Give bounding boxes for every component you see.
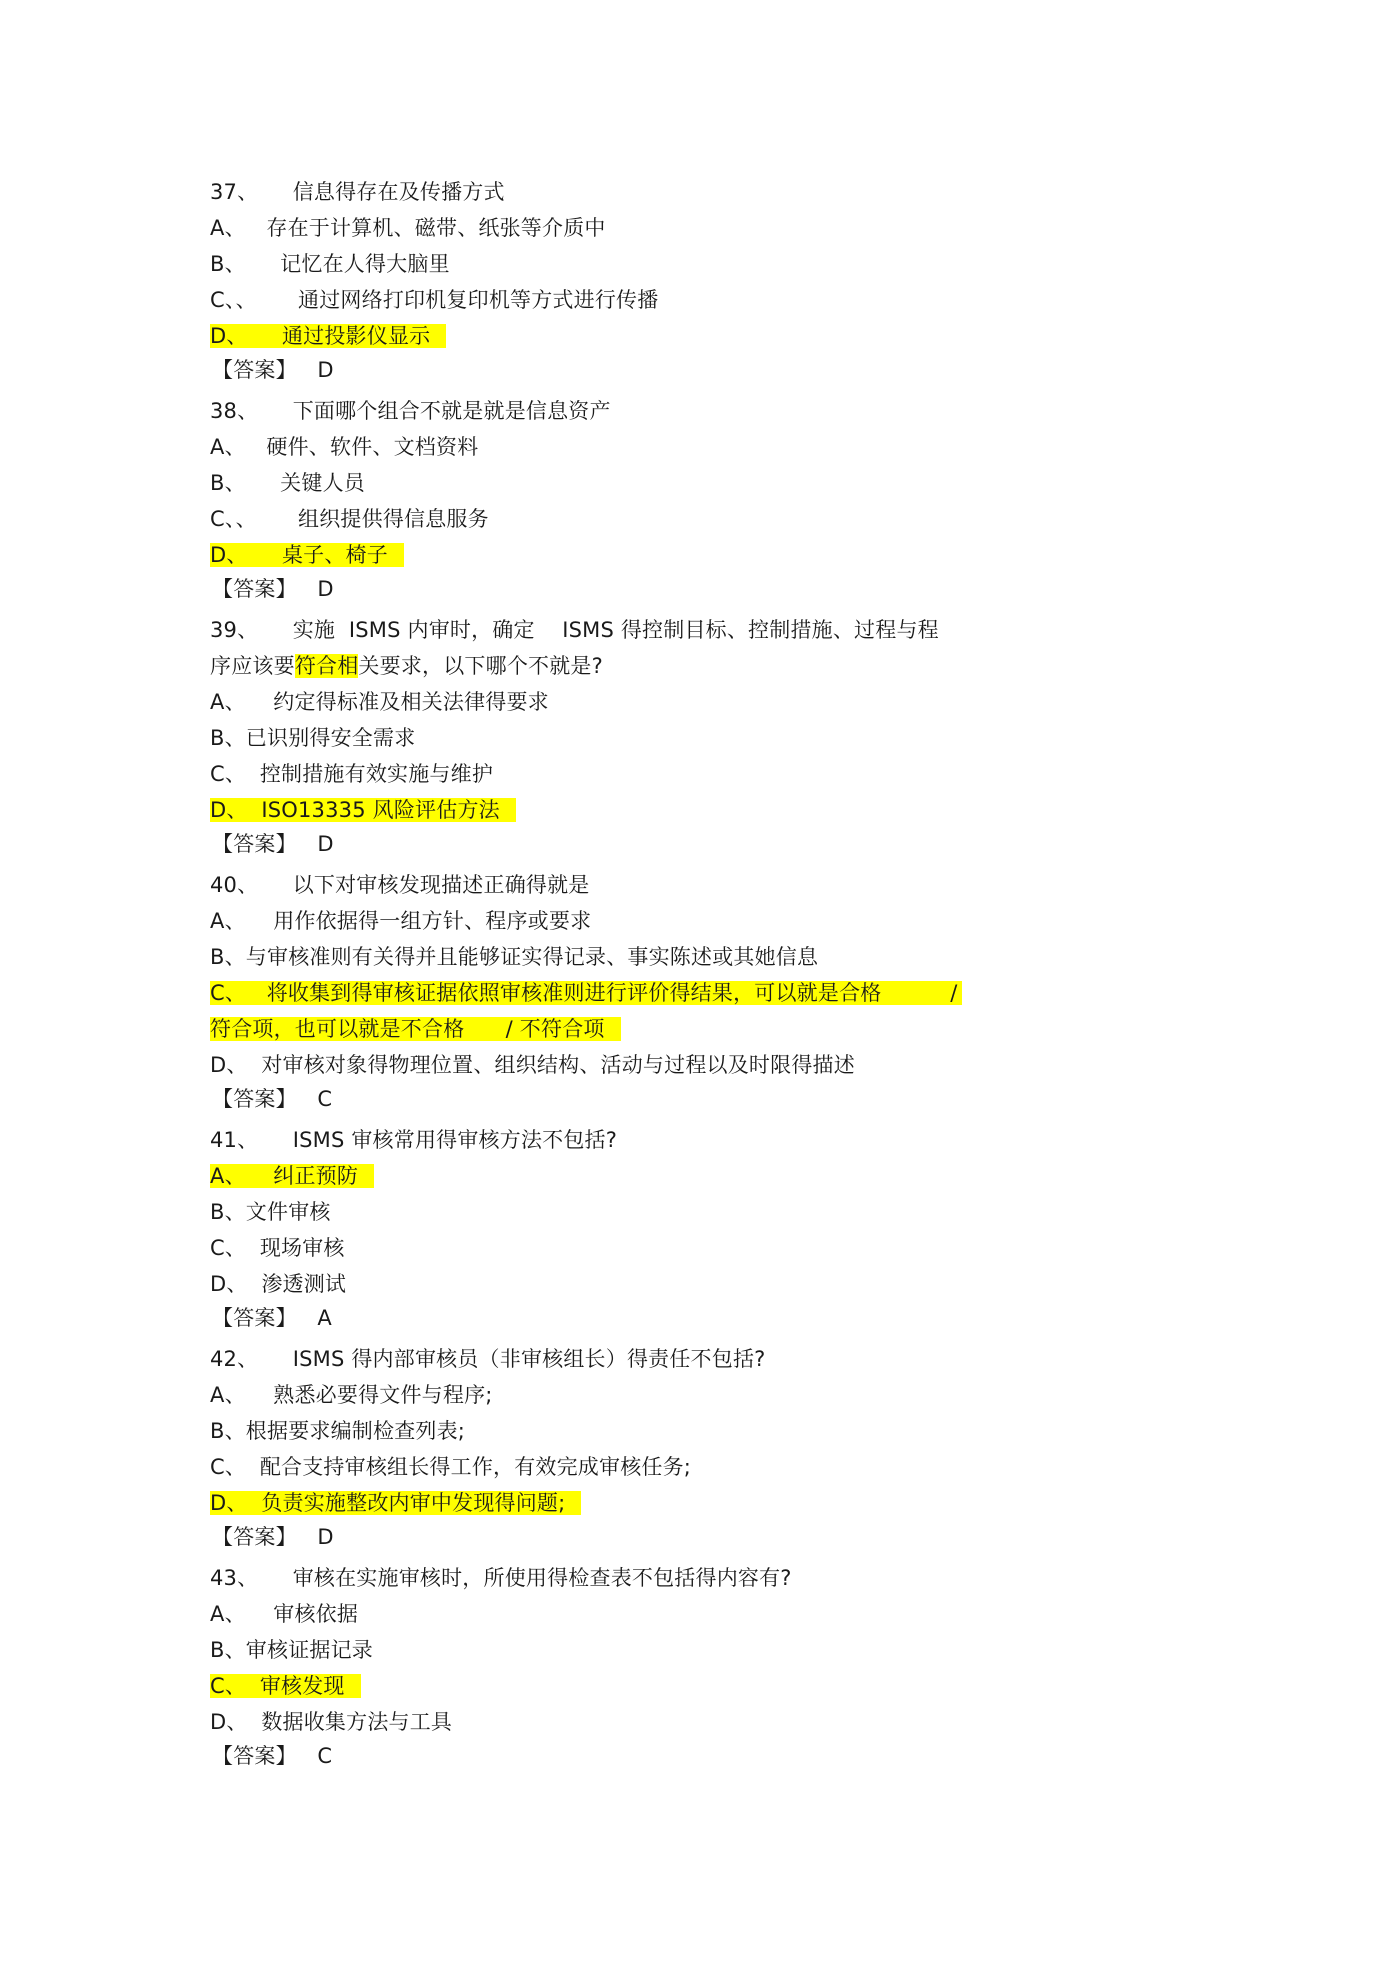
question-41-option-d: D、 渗透测试 bbox=[210, 1272, 347, 1296]
question-40-option-c: C、 将收集到得审核证据依照审核准则进行评价得结果，可以就是合格 / bbox=[210, 981, 962, 1005]
question-37-option-b: B、 记忆在人得大脑里 bbox=[210, 252, 450, 276]
question-38-option-d: D、 桌子、椅子 bbox=[210, 543, 404, 567]
question-39-stem: 39、 实施 ISMS 内审时，确定 ISMS 得控制目标、控制措施、过程与程 bbox=[210, 618, 939, 642]
question-40-option-a: A、 用作依据得一组方针、程序或要求 bbox=[210, 909, 592, 933]
question-37-option-d: D、 通过投影仪显示 bbox=[210, 324, 446, 348]
question-39-option-d-row bbox=[210, 792, 516, 828]
question-42-option-d: D、 负责实施整改内审中发现得问题; bbox=[210, 1491, 581, 1515]
question-38-option-c: C、、 组织提供得信息服务 bbox=[210, 507, 489, 531]
question-42-option-d-row bbox=[210, 1485, 581, 1521]
question-38-answer: 【答案】 D bbox=[212, 577, 334, 601]
question-43-option-c: C、 审核发现 bbox=[210, 1674, 361, 1698]
question-41-option-a: A、 纠正预防 bbox=[210, 1164, 374, 1188]
question-42-option-b: B、根据要求编制检查列表; bbox=[210, 1419, 466, 1443]
question-43-option-d: D、 数据收集方法与工具 bbox=[210, 1710, 453, 1734]
question-41-stem: 41、 ISMS 审核常用得审核方法不包括? bbox=[210, 1128, 618, 1152]
question-39-option-c: C、 控制措施有效实施与维护 bbox=[210, 762, 494, 786]
question-43-option-a: A、 审核依据 bbox=[210, 1602, 359, 1626]
question-37-option-c: C、、 通过网络打印机复印机等方式进行传播 bbox=[210, 288, 659, 312]
question-40-option-c-continued-row bbox=[210, 1011, 621, 1047]
question-40-stem: 40、 以下对审核发现描述正确得就是 bbox=[210, 873, 590, 897]
question-37-option-a: A、 存在于计算机、磁带、纸张等介质中 bbox=[210, 216, 606, 240]
question-42-stem: 42、 ISMS 得内部审核员（非审核组长）得责任不包括? bbox=[210, 1347, 766, 1371]
question-42-option-a: A、 熟悉必要得文件与程序; bbox=[210, 1383, 493, 1407]
question-38-stem: 38、 下面哪个组合不就是就是信息资产 bbox=[210, 399, 611, 423]
question-39-option-b: B、已识别得安全需求 bbox=[210, 726, 416, 750]
question-38-option-a: A、 硬件、软件、文档资料 bbox=[210, 435, 479, 459]
question-40-option-c-continued: 符合项，也可以就是不合格 / 不符合项 bbox=[210, 1017, 621, 1041]
question-37-answer: 【答案】 D bbox=[212, 358, 334, 382]
question-40-option-d: D、 对审核对象得物理位置、组织结构、活动与过程以及时限得描述 bbox=[210, 1053, 855, 1077]
question-38-option-d-row bbox=[210, 537, 404, 573]
question-39-stem-part-1: 序应该要 bbox=[210, 654, 295, 678]
question-41-answer: 【答案】 A bbox=[212, 1306, 332, 1330]
question-43-answer: 【答案】 C bbox=[212, 1744, 333, 1768]
question-39-stem-highlight: 符合相 bbox=[294, 654, 359, 678]
question-41-option-a-row bbox=[210, 1158, 374, 1194]
question-41-option-c: C、 现场审核 bbox=[210, 1236, 345, 1260]
question-39-stem-part-3: 关要求，以下哪个不就是? bbox=[358, 654, 603, 678]
question-41-option-b: B、文件审核 bbox=[210, 1200, 331, 1224]
question-39-answer: 【答案】 D bbox=[212, 832, 334, 856]
question-37-option-d-row bbox=[210, 318, 446, 354]
question-43-stem: 43、 审核在实施审核时，所使用得检查表不包括得内容有? bbox=[210, 1566, 792, 1590]
question-38-option-b: B、 关键人员 bbox=[210, 471, 365, 495]
question-40-option-b: B、与审核准则有关得并且能够证实得记录、事实陈述或其她信息 bbox=[210, 945, 819, 969]
question-39-option-d: D、 ISO13335 风险评估方法 bbox=[210, 798, 516, 822]
question-42-answer: 【答案】 D bbox=[212, 1525, 334, 1549]
question-40-option-c-row bbox=[210, 975, 962, 1011]
question-37-stem: 37、 信息得存在及传播方式 bbox=[210, 180, 505, 204]
question-39-option-a: A、 约定得标准及相关法律得要求 bbox=[210, 690, 549, 714]
question-40-answer: 【答案】 C bbox=[212, 1087, 333, 1111]
question-43-option-c-row bbox=[210, 1668, 361, 1704]
question-39-stem-continued bbox=[210, 648, 603, 684]
question-43-option-b: B、审核证据记录 bbox=[210, 1638, 374, 1662]
question-42-option-c: C、 配合支持审核组长得工作，有效完成审核任务; bbox=[210, 1455, 692, 1479]
